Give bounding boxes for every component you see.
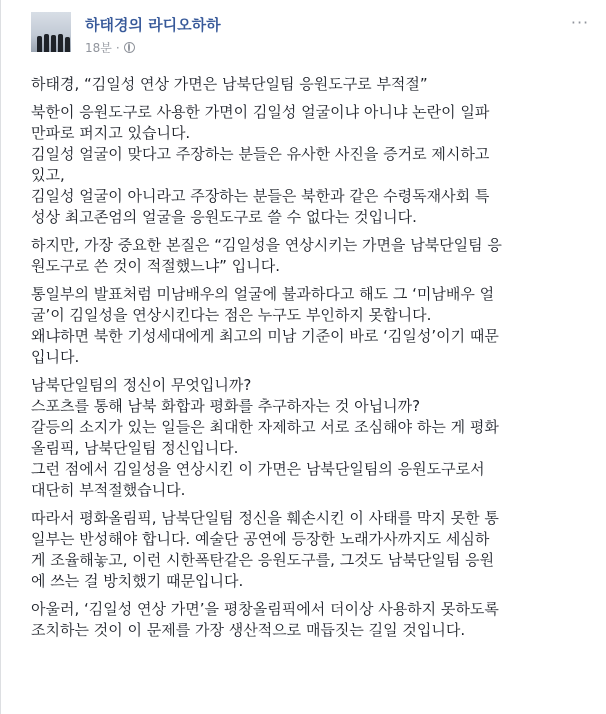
post-paragraph: [31, 74, 591, 95]
post-paragraph: [31, 599, 591, 641]
paragraph-line: 일부는 반성해야 합니다. 예술단 공연에 등장한 노래가사까지도 세심하: [31, 530, 490, 548]
avatar[interactable]: [31, 12, 71, 52]
paragraph-line: 성상 최고존엄의 얼굴을 응원도구로 쓸 수 없다는 것입니다.: [31, 208, 417, 226]
paragraph-line: 입니다.: [31, 348, 80, 366]
post-meta: [85, 39, 135, 56]
paragraph-line: 원도구로 쓴 것이 적절했느냐” 입니다.: [31, 257, 280, 275]
paragraph-line: 남북단일팀의 정신이 무엇입니까?: [31, 376, 252, 394]
page-name-link[interactable]: 하태경의 라디오하하: [85, 16, 221, 34]
post-paragraph: [31, 284, 591, 368]
more-options-button[interactable]: ···: [570, 13, 590, 32]
paragraph-line: 조치하는 것이 이 문제를 가장 생산적으로 매듭짓는 길일 것입니다.: [31, 621, 466, 639]
paragraph-line: 있고,: [31, 166, 65, 184]
post-paragraph: [31, 375, 591, 501]
paragraph-line: 올림픽, 남북단일팀 정신입니다.: [31, 439, 239, 457]
paragraph-line: 아울러, ‘김일성 연상 가면’을 평창올림픽에서 더이상 사용하지 못하도록: [31, 600, 499, 618]
paragraph-line: 그런 점에서 김일성을 연상시킨 이 가면은 남북단일팀의 응원도구로서: [31, 460, 485, 478]
paragraph-line: 에 쓰는 걸 방치했기 때문입니다.: [31, 572, 244, 590]
paragraph-line: 만파로 퍼지고 있습니다.: [31, 124, 191, 142]
paragraph-line: 북한이 응원도구로 사용한 가면이 김일성 얼굴이냐 아니냐 논란이 일파: [31, 103, 490, 121]
post-paragraph: [31, 508, 591, 592]
post-paragraph: [31, 235, 591, 277]
post-paragraph: [31, 102, 591, 228]
post-body: [31, 74, 591, 648]
paragraph-line: 갈등의 소지가 있는 일들은 최대한 자제하고 서로 조심해야 하는 게 평화: [31, 418, 499, 436]
paragraph-line: 왜냐하면 북한 기성세대에게 최고의 미남 기준이 바로 ‘김일성’이기 때문: [31, 327, 499, 345]
globe-icon[interactable]: [124, 42, 135, 53]
paragraph-line: 김일성 얼굴이 아니라고 주장하는 분들은 북한과 같은 수령독재사회 특: [31, 187, 490, 205]
paragraph-line: 하태경, “김일성 연상 가면은 남북단일팀 응원도구로 부적절”: [31, 75, 428, 93]
meta-separator: ·: [115, 41, 120, 55]
paragraph-line: 대단히 부적절했습니다.: [31, 481, 186, 499]
post-timestamp[interactable]: 18분: [85, 41, 112, 55]
paragraph-line: 게 조율해놓고, 이런 시한폭탄같은 응원도구를, 그것도 남북단일팀 응원: [31, 551, 495, 569]
paragraph-line: 따라서 평화올림픽, 남북단일팀 정신을 훼손시킨 이 사태를 막지 못한 통: [31, 509, 499, 527]
paragraph-line: 굴’이 김일성을 연상시킨다는 점은 누구도 부인하지 못합니다.: [31, 306, 432, 324]
paragraph-line: 하지만, 가장 중요한 본질은 “김일성을 연상시키는 가면을 남북단일팀 응: [31, 236, 502, 254]
post-header: [31, 10, 591, 60]
paragraph-line: 스포츠를 통해 남북 화합과 평화를 추구하자는 것 아닙니까?: [31, 397, 421, 415]
paragraph-line: 김일성 얼굴이 맞다고 주장하는 분들은 유사한 사진을 증거로 제시하고: [31, 145, 490, 163]
paragraph-line: 통일부의 발표처럼 미남배우의 얼굴에 불과하다고 해도 그 ‘미남배우 얼: [31, 285, 495, 303]
